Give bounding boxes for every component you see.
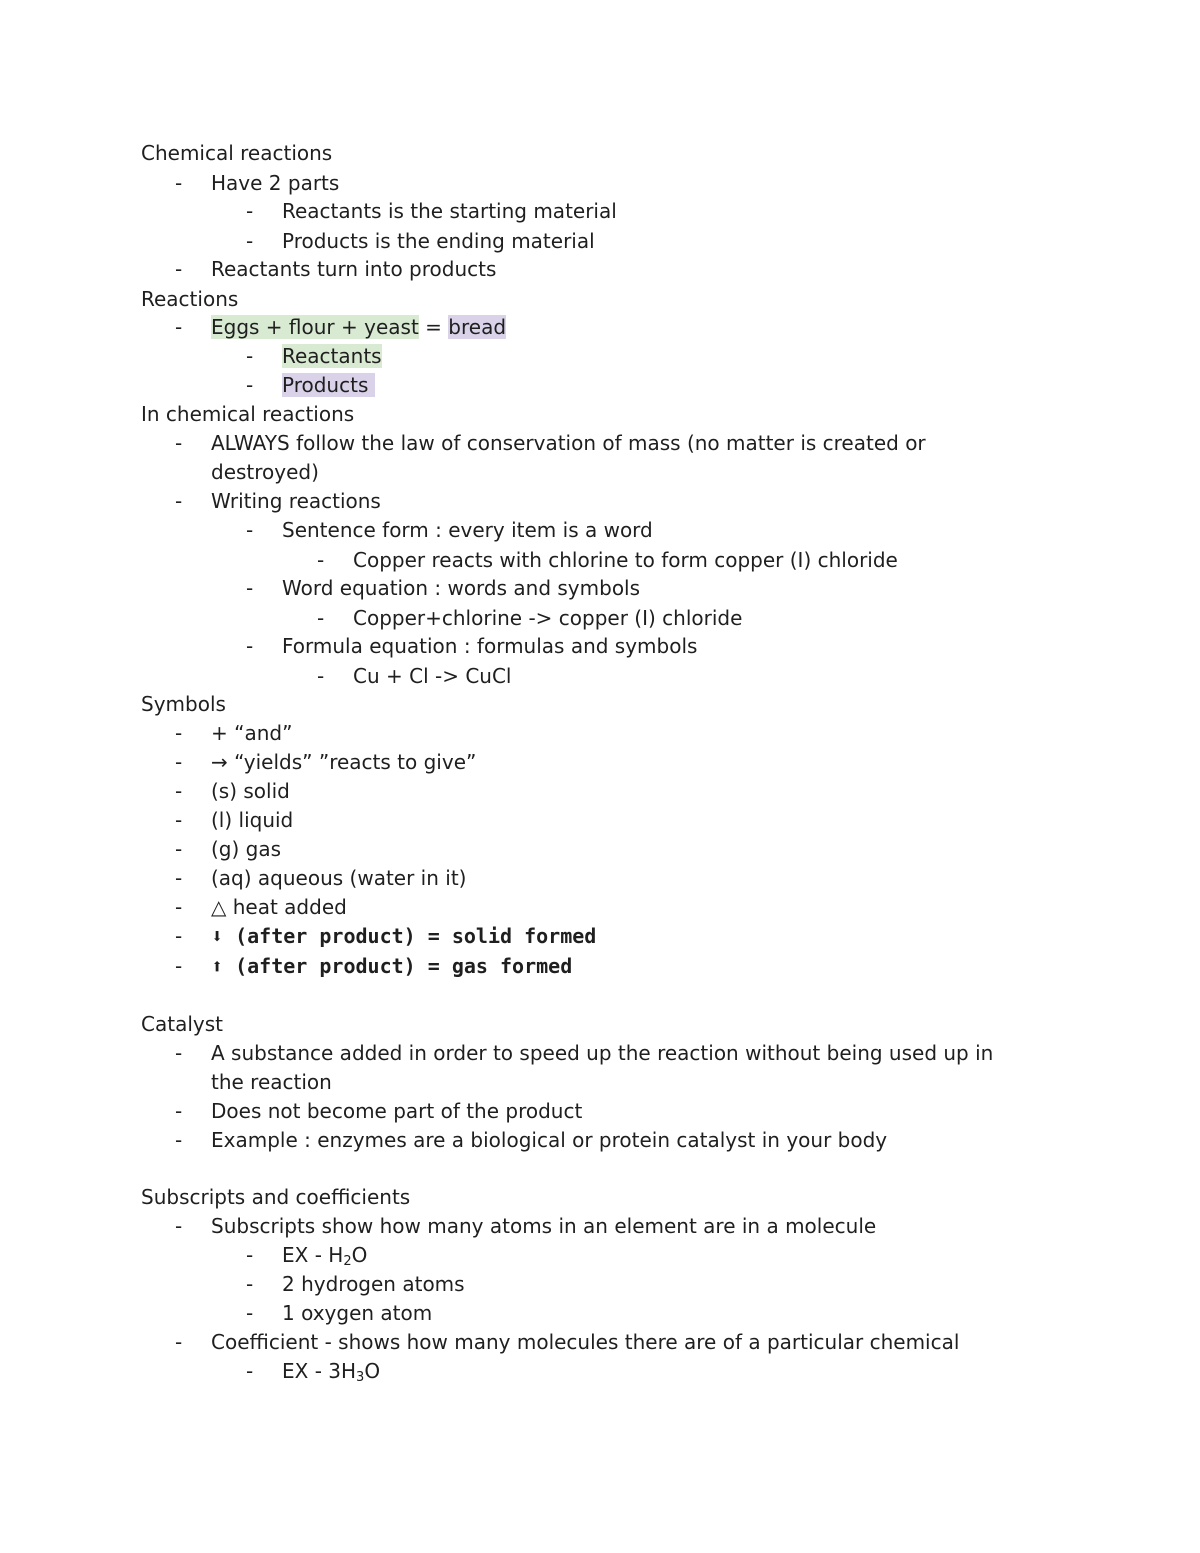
bullet-dash: -: [175, 866, 183, 890]
gas-formed-text: (after product) = gas formed: [223, 954, 573, 978]
bullet-dash: -: [175, 808, 183, 832]
list-item: △ heat added: [211, 895, 347, 919]
bullet-dash: -: [317, 548, 325, 572]
list-item: A substance added in order to speed up the reaction without being used up in: [211, 1041, 994, 1065]
bullet-dash: -: [246, 1359, 254, 1383]
subscript: 3: [356, 1370, 365, 1385]
list-item: (aq) aqueous (water in it): [211, 866, 467, 890]
bullet-dash: -: [175, 924, 183, 948]
products-highlight: bread: [448, 315, 507, 339]
bullet-dash: -: [246, 344, 254, 368]
bullet-dash: -: [246, 1301, 254, 1325]
up-arrow-icon: ⬆: [211, 954, 224, 978]
list-item: + “and”: [211, 721, 293, 745]
list-item: Products is the ending material: [282, 229, 595, 253]
bullet-dash: -: [246, 1272, 254, 1296]
bullet-dash: -: [175, 837, 183, 861]
list-item: (g) gas: [211, 837, 282, 861]
bullet-dash: -: [246, 373, 254, 397]
bullet-dash: -: [175, 431, 183, 455]
heading-catalyst: Catalyst: [141, 1012, 223, 1036]
bullet-dash: -: [175, 257, 183, 281]
heading-chemical-reactions: Chemical reactions: [141, 141, 333, 165]
list-item: ALWAYS follow the law of conservation of mass (no matter is created or: [211, 431, 926, 455]
list-item: [282, 1241, 367, 1269]
bullet-dash: -: [317, 664, 325, 688]
heading-in-chemical-reactions: In chemical reactions: [141, 402, 355, 426]
example-suffix: O: [351, 1243, 368, 1267]
heading-subscripts: Subscripts and coefficients: [141, 1185, 411, 1209]
bullet-dash: -: [175, 489, 183, 513]
list-item: Writing reactions: [211, 489, 381, 513]
list-item: Reactants turn into products: [211, 257, 497, 281]
bullet-dash: -: [246, 634, 254, 658]
solid-formed-text: (after product) = solid formed: [223, 924, 597, 948]
bullet-dash: -: [175, 315, 183, 339]
list-item: Example : enzymes are a biological or protein catalyst in your body: [211, 1128, 888, 1152]
list-item: Formula equation : formulas and symbols: [282, 634, 698, 658]
list-item: [282, 1357, 380, 1385]
bullet-dash: -: [175, 750, 183, 774]
bullet-dash: -: [175, 895, 183, 919]
down-arrow-icon: ⬇: [211, 924, 224, 948]
bullet-dash: -: [175, 171, 183, 195]
list-item: Does not become part of the product: [211, 1099, 583, 1123]
list-item: Reactants is the starting material: [282, 199, 617, 223]
list-item: Coefficient - shows how many molecules there are of a particular chemical: [211, 1330, 960, 1354]
bullet-dash: -: [246, 576, 254, 600]
list-item-continued: destroyed): [211, 460, 319, 484]
list-item: Copper+chlorine -> copper (I) chloride: [353, 606, 743, 630]
reaction-equation: [211, 313, 506, 341]
bullet-dash: -: [246, 518, 254, 542]
list-item: 2 hydrogen atoms: [282, 1272, 465, 1296]
example-prefix: EX - 3H: [282, 1359, 357, 1383]
bullet-dash: -: [175, 1330, 183, 1354]
bullet-dash: -: [175, 1041, 183, 1065]
list-item: 1 oxygen atom: [282, 1301, 433, 1325]
list-item: [282, 342, 382, 370]
list-item: Sentence form : every item is a word: [282, 518, 653, 542]
example-prefix: EX - H: [282, 1243, 344, 1267]
subscript: 2: [343, 1254, 352, 1269]
bullet-dash: -: [175, 1214, 183, 1238]
list-item: [211, 952, 572, 980]
bullet-dash: -: [246, 199, 254, 223]
bullet-dash: -: [175, 954, 183, 978]
reactants-highlight: Eggs + flour + yeast: [211, 315, 419, 339]
equals-sign: =: [418, 315, 449, 339]
heading-reactions: Reactions: [141, 287, 239, 311]
heading-symbols: Symbols: [141, 692, 226, 716]
list-item: Subscripts show how many atoms in an element are in a molecule: [211, 1214, 877, 1238]
list-item: Have 2 parts: [211, 171, 340, 195]
bullet-dash: -: [175, 779, 183, 803]
list-item: (s) solid: [211, 779, 290, 803]
list-item: Copper reacts with chlorine to form copper (I) chloride: [353, 548, 898, 572]
list-item: (l) liquid: [211, 808, 294, 832]
bullet-dash: -: [317, 606, 325, 630]
bullet-dash: -: [246, 1243, 254, 1267]
list-item: [282, 371, 375, 399]
bullet-dash: -: [175, 1099, 183, 1123]
list-item: [211, 922, 596, 950]
products-label: Products: [282, 373, 375, 397]
list-item: → “yields” ”reacts to give”: [211, 750, 477, 774]
bullet-dash: -: [175, 721, 183, 745]
reactants-label: Reactants: [282, 344, 382, 368]
example-suffix: O: [364, 1359, 381, 1383]
bullet-dash: -: [175, 1128, 183, 1152]
list-item: Word equation : words and symbols: [282, 576, 641, 600]
list-item: Cu + Cl -> CuCl: [353, 664, 512, 688]
list-item-continued: the reaction: [211, 1070, 332, 1094]
bullet-dash: -: [246, 229, 254, 253]
